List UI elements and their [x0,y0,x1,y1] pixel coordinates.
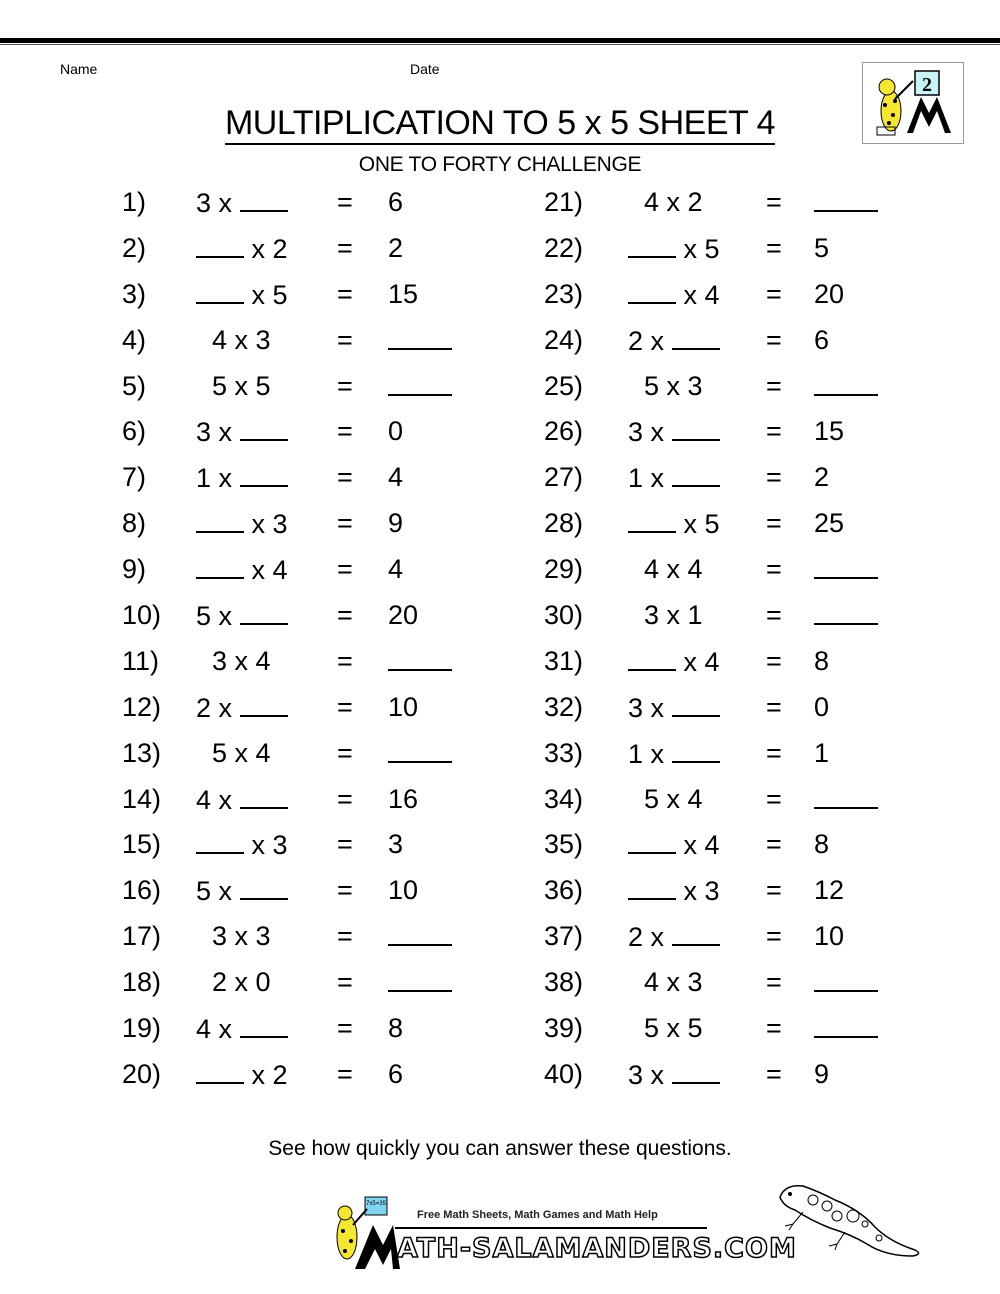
name-label: Name [60,61,98,77]
question-expression [628,318,748,365]
question-expression [196,822,316,869]
factor-text: x 3 [683,876,720,907]
product-value: 20 [388,600,419,631]
factor-text: 2 x [196,692,233,723]
product-value: 0 [814,691,830,722]
product-value: 15 [388,278,419,309]
factor-blank[interactable] [672,914,720,946]
equals-sign: = [766,691,782,722]
top-rule [0,38,1000,43]
expression-text: 5 x 5 [212,370,271,401]
question-expression [196,593,316,640]
factor-text: x 4 [683,646,720,677]
answer-blank[interactable] [388,364,452,411]
factor-text: x 4 [251,555,288,586]
svg-text:7x5=35: 7x5=35 [366,1201,386,1207]
factor-blank[interactable] [196,547,244,579]
factor-text: 3 x [196,417,233,448]
question-number: 35) [544,829,584,860]
factor-text: 4 x [196,1014,233,1045]
question-expression [628,501,748,548]
question-number: 28) [544,508,584,539]
top-rule-thin [0,44,1000,45]
product-value: 8 [814,645,830,676]
answer-blank-line[interactable] [814,547,878,579]
product-value: 15 [814,416,845,447]
question-expression [196,409,316,456]
answer-blank-line[interactable] [814,777,878,809]
product-value: 4 [388,554,404,585]
question-expression [196,1052,316,1099]
question-expression [196,318,332,364]
equals-sign: = [337,1058,353,1089]
answer-blank-line[interactable] [388,364,452,396]
question-number: 5) [122,370,147,401]
question-number: 31) [544,645,584,676]
factor-blank[interactable] [196,226,244,258]
question-number: 13) [122,737,162,768]
equals-sign: = [337,829,353,860]
question-number: 10) [122,600,162,631]
factor-blank[interactable] [628,822,676,854]
question-expression [196,639,332,685]
equals-sign: = [766,967,782,998]
answer-blank[interactable] [814,1006,878,1053]
expression-text: 3 x 3 [212,921,271,952]
equals-sign: = [337,921,353,952]
factor-blank[interactable] [240,685,288,717]
question-expression [628,364,764,410]
product-value: 5 [814,232,830,263]
product-value: 2 [388,232,404,263]
equals-sign: = [337,187,353,217]
product-value: 8 [814,829,830,860]
question-expression [196,180,316,227]
factor-blank[interactable] [240,868,288,900]
question-expression [628,593,764,639]
question-number: 11) [122,645,160,676]
factor-text: 3 x [196,188,233,218]
question-number: 3) [122,278,147,309]
question-number: 40) [544,1058,584,1089]
answer-blank-line[interactable] [814,1006,878,1038]
question-expression [196,960,332,1006]
question-expression [196,364,332,410]
equals-sign: = [766,1058,782,1089]
product-value: 8 [388,1013,404,1044]
question-expression [196,685,316,732]
brand-tagline: Free Math Sheets, Math Games and Math Help [417,1209,658,1221]
question-number: 25) [544,370,584,401]
answer-blank[interactable] [814,593,878,640]
question-number: 2) [122,232,147,263]
question-expression [628,639,748,686]
question-expression [628,777,764,823]
question-number: 14) [122,783,162,814]
factor-text: 2 x [628,325,665,356]
product-value: 6 [388,187,404,217]
product-value: 9 [388,508,404,539]
question-number: 26) [544,416,584,447]
product-value: 20 [814,278,845,309]
equals-sign: = [766,462,782,493]
factor-blank[interactable] [672,731,720,763]
question-expression [196,777,316,824]
question-expression [628,960,764,1006]
equals-sign: = [766,921,782,952]
answer-blank[interactable] [814,364,878,411]
factor-blank[interactable] [240,1006,288,1038]
expression-text: 5 x 5 [644,1013,703,1044]
answer-blank-line[interactable] [814,960,878,992]
factor-text: 1 x [628,738,665,769]
answer-blank-line[interactable] [388,731,452,763]
question-expression [196,501,316,548]
date-label: Date [410,61,440,77]
answer-blank[interactable] [388,731,452,778]
equals-sign: = [337,278,353,309]
question-expression [196,272,316,319]
factor-text: 4 x [196,784,233,815]
equals-sign: = [766,370,782,401]
question-expression [196,914,332,960]
answer-blank[interactable] [388,639,452,686]
answer-blank[interactable] [814,777,878,824]
product-value: 10 [814,921,845,952]
brand-name: ATH-SALAMANDERS.COM [397,1233,797,1264]
equals-sign: = [766,737,782,768]
question-number: 37) [544,921,584,952]
question-expression [628,180,764,226]
factor-text: x 5 [683,233,720,264]
equals-sign: = [766,783,782,814]
question-number: 38) [544,967,584,998]
factor-blank[interactable] [628,639,676,671]
question-expression [196,868,316,915]
question-number: 17) [122,921,162,952]
question-number: 1) [122,187,147,217]
factor-blank[interactable] [240,180,288,212]
factor-text: x 4 [683,830,720,861]
equals-sign: = [337,324,353,355]
question-expression [628,226,748,273]
question-number: 20) [122,1058,162,1089]
factor-blank[interactable] [240,777,288,809]
question-number: 7) [122,462,147,493]
product-value: 1 [814,737,830,768]
equals-sign: = [766,416,782,447]
question-number: 15) [122,829,162,860]
factor-blank[interactable] [240,455,288,487]
equals-sign: = [337,508,353,539]
question-number: 33) [544,737,584,768]
factor-blank[interactable] [628,272,676,304]
question-number: 23) [544,278,584,309]
equals-sign: = [766,324,782,355]
answer-blank-line[interactable] [388,914,452,946]
factor-blank[interactable] [196,1052,244,1084]
question-expression [628,731,748,778]
answer-blank[interactable] [388,914,452,961]
salamander-illustration [775,1172,925,1267]
expression-text: 4 x 3 [212,324,271,355]
question-number: 12) [122,691,162,722]
question-expression [628,685,748,732]
product-value: 16 [388,783,419,814]
factor-blank[interactable] [672,318,720,350]
factor-blank[interactable] [196,501,244,533]
factor-text: x 2 [251,233,288,264]
question-number: 9) [122,554,147,585]
svg-text:2: 2 [922,74,932,96]
expression-text: 5 x 4 [212,737,271,768]
question-expression [628,409,748,456]
product-value: 10 [388,875,419,906]
equals-sign: = [766,554,782,585]
question-number: 21) [544,187,584,217]
question-number: 29) [544,554,584,585]
question-number: 39) [544,1013,584,1044]
equals-sign: = [766,645,782,676]
answer-blank-line[interactable] [388,960,452,992]
factor-text: x 3 [251,509,288,540]
factor-blank[interactable] [672,685,720,717]
factor-blank[interactable] [240,409,288,441]
product-value: 9 [814,1058,830,1089]
expression-text: 3 x 1 [644,600,703,631]
product-value: 0 [388,416,404,447]
equals-sign: = [337,370,353,401]
factor-blank[interactable] [628,226,676,258]
question-expression [196,547,316,594]
question-expression [628,822,748,869]
salamander-icon [775,1172,925,1267]
equals-sign: = [337,967,353,998]
instruction-text: See how quickly you can answer these questions. [268,1137,732,1160]
factor-text: x 2 [251,1059,288,1090]
question-number: 36) [544,875,584,906]
equals-sign: = [337,232,353,263]
question-expression [628,868,748,915]
factor-blank[interactable] [672,1052,720,1084]
question-number: 19) [122,1013,162,1044]
factor-blank[interactable] [672,409,720,441]
answer-blank-line[interactable] [388,639,452,671]
equals-sign: = [337,691,353,722]
question-number: 34) [544,783,584,814]
answer-blank[interactable] [814,547,878,594]
answer-blank-line[interactable] [814,180,878,212]
expression-text: 5 x 4 [644,783,703,814]
equals-sign: = [766,875,782,906]
factor-blank[interactable] [628,868,676,900]
answer-blank[interactable] [388,960,452,1007]
product-value: 3 [388,829,404,860]
question-expression [628,914,748,961]
question-number: 22) [544,232,584,263]
product-value: 6 [388,1058,404,1089]
answer-blank[interactable] [814,180,878,227]
factor-text: 3 x [628,417,665,448]
expression-text: 3 x 4 [212,645,271,676]
answer-blank[interactable] [388,318,452,365]
factor-text: 1 x [628,463,665,494]
factor-blank[interactable] [672,455,720,487]
product-value: 4 [388,462,404,493]
answer-blank-line[interactable] [814,364,878,396]
factor-blank[interactable] [196,272,244,304]
question-expression [196,455,316,502]
answer-blank-line[interactable] [388,318,452,350]
product-value: 12 [814,875,845,906]
equals-sign: = [337,462,353,493]
question-number: 27) [544,462,584,493]
question-number: 30) [544,600,584,631]
question-number: 24) [544,324,584,355]
factor-text: x 5 [683,509,720,540]
answer-blank[interactable] [814,960,878,1007]
equals-sign: = [337,600,353,631]
equals-sign: = [337,1013,353,1044]
question-number: 6) [122,416,147,447]
question-number: 8) [122,508,147,539]
equals-sign: = [337,416,353,447]
factor-text: 5 x [196,601,233,632]
question-number: 16) [122,875,162,906]
question-expression [196,1006,316,1053]
factor-text: 5 x [196,876,233,907]
equals-sign: = [337,737,353,768]
page-subtitle: ONE TO FORTY CHALLENGE [358,153,642,176]
brand-rule [395,1227,707,1229]
question-expression [628,455,748,502]
question-number: 32) [544,691,584,722]
equals-sign: = [337,554,353,585]
brand-logo [325,1195,797,1270]
factor-blank[interactable] [628,501,676,533]
product-value: 25 [814,508,845,539]
factor-text: 1 x [196,463,233,494]
equals-sign: = [766,829,782,860]
equals-sign: = [766,600,782,631]
equals-sign: = [766,1013,782,1044]
equals-sign: = [337,783,353,814]
question-expression [628,1006,764,1052]
factor-blank[interactable] [196,822,244,854]
expression-text: 2 x 0 [212,967,271,998]
equals-sign: = [337,645,353,676]
equals-sign: = [766,232,782,263]
factor-text: x 4 [683,279,720,310]
question-expression [628,1052,748,1099]
page-title: MULTIPLICATION TO 5 x 5 SHEET 4 [0,104,1000,143]
expression-text: 4 x 2 [644,187,703,217]
factor-text: 3 x [628,1059,665,1090]
equals-sign: = [766,187,782,217]
question-expression [628,272,748,319]
factor-text: 3 x [628,692,665,723]
factor-text: x 3 [251,830,288,861]
factor-blank[interactable] [240,593,288,625]
equals-sign: = [766,508,782,539]
brand-salamander-icon [325,1195,400,1270]
expression-text: 5 x 3 [644,370,703,401]
equals-sign: = [337,875,353,906]
factor-text: x 5 [251,279,288,310]
expression-text: 4 x 3 [644,967,703,998]
answer-blank-line[interactable] [814,593,878,625]
question-expression [196,226,316,273]
product-value: 6 [814,324,830,355]
product-value: 10 [388,691,419,722]
question-number: 18) [122,967,162,998]
question-expression [628,547,764,593]
question-expression [196,731,332,777]
expression-text: 4 x 4 [644,554,703,585]
factor-text: 2 x [628,922,665,953]
product-value: 2 [814,462,830,493]
question-number: 4) [122,324,147,355]
equals-sign: = [766,278,782,309]
